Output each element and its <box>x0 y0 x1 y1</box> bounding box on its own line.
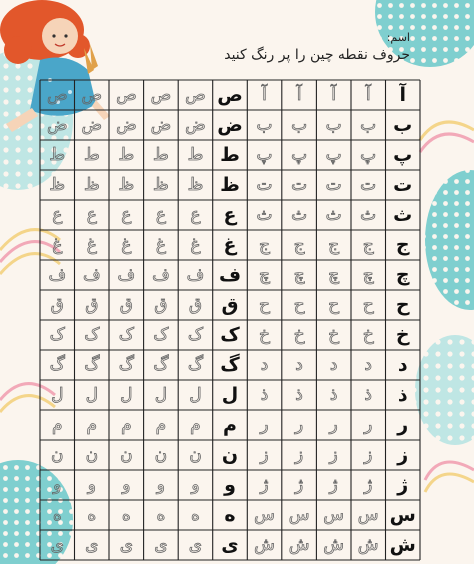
tracing-letter[interactable]: ث <box>325 204 342 225</box>
tracing-letter[interactable]: ع <box>52 204 63 225</box>
model-letter: ش <box>389 533 416 556</box>
tracing-letter[interactable]: ص <box>185 84 206 105</box>
tracing-letter[interactable]: ن <box>85 444 99 465</box>
model-letter: چ <box>395 263 410 286</box>
tracing-letter[interactable]: ث <box>360 204 377 225</box>
model-letter: ت <box>393 173 413 196</box>
tracing-letter[interactable]: س <box>288 504 310 525</box>
tracing-letter[interactable]: ف <box>82 264 101 285</box>
tracing-letter[interactable]: ت <box>291 174 308 195</box>
model-letter: آ <box>399 83 406 106</box>
tracing-letter[interactable]: ک <box>118 324 134 345</box>
tracing-letter[interactable]: غ <box>155 234 166 255</box>
tracing-letter[interactable]: ع <box>190 204 201 225</box>
tracing-letter[interactable]: آ <box>296 84 302 105</box>
tracing-letter[interactable]: ی <box>50 534 64 555</box>
tracing-letter[interactable]: ب <box>256 114 273 135</box>
tracing-letter[interactable]: ص <box>150 84 172 105</box>
tracing-letter[interactable]: ق <box>154 294 168 315</box>
model-letter: ص <box>217 83 243 106</box>
tracing-letter[interactable]: گ <box>84 354 100 375</box>
model-letter: ن <box>221 443 239 466</box>
tracing-letter[interactable]: د <box>329 354 338 375</box>
tracing-letter[interactable]: ک <box>153 324 169 345</box>
tracing-letter[interactable]: ح <box>328 294 340 315</box>
tracing-letter[interactable]: ح <box>293 294 305 315</box>
model-letter: و <box>224 473 236 496</box>
tracing-letter[interactable]: خ <box>362 324 374 345</box>
model-letter: ل <box>221 383 239 406</box>
tracing-letter[interactable]: ذ <box>329 384 338 405</box>
tracing-letter[interactable]: چ <box>293 264 305 285</box>
tracing-letter[interactable]: س <box>323 504 345 525</box>
tracing-letter[interactable]: م <box>52 414 63 435</box>
tracing-letter[interactable]: ز <box>364 444 373 465</box>
model-letter: س <box>389 503 416 526</box>
tracing-letter[interactable]: خ <box>293 324 305 345</box>
tracing-letter[interactable]: ت <box>360 174 377 195</box>
model-letter: پ <box>393 143 413 166</box>
model-letter: ز <box>397 443 409 466</box>
tracing-letter[interactable]: آ <box>365 84 371 105</box>
tracing-letter[interactable]: ز <box>329 444 338 465</box>
tracing-letter[interactable]: آ <box>331 84 336 105</box>
tracing-letter[interactable]: ج <box>328 234 340 255</box>
tracing-letter[interactable]: د <box>295 354 303 375</box>
tracing-letter[interactable]: ق <box>85 294 99 315</box>
tracing-letter[interactable]: ظ <box>153 174 169 195</box>
model-letter: م <box>223 413 237 436</box>
tracing-letter[interactable]: د <box>260 354 269 375</box>
tracing-letter[interactable]: ض <box>185 114 206 135</box>
tracing-letter[interactable]: ج <box>259 234 271 255</box>
tracing-letter[interactable]: ب <box>291 114 308 135</box>
tracing-letter[interactable]: ط <box>118 144 135 165</box>
tracing-letter[interactable]: ه <box>52 504 62 525</box>
tracing-letter[interactable]: ب <box>360 114 377 135</box>
tracing-letter[interactable]: چ <box>328 264 340 285</box>
tracing-letter[interactable]: ش <box>254 534 275 555</box>
model-letter: ف <box>218 263 242 286</box>
tracing-letter[interactable]: ف <box>186 264 205 285</box>
tracing-letter[interactable]: ک <box>84 324 100 345</box>
tracing-letter[interactable]: و <box>53 474 62 495</box>
tracing-letter[interactable]: و <box>191 474 200 495</box>
tracing-letter[interactable]: چ <box>362 264 374 285</box>
tracing-letter[interactable]: ع <box>121 204 132 225</box>
model-letter: ق <box>221 293 239 316</box>
tracing-letter[interactable]: ط <box>83 144 100 165</box>
model-letter: خ <box>395 323 410 346</box>
tracing-letter[interactable]: گ <box>49 354 65 375</box>
tracing-letter[interactable]: پ <box>360 144 377 165</box>
tracing-letter[interactable]: ف <box>152 264 170 285</box>
tracing-letter[interactable]: غ <box>86 234 97 255</box>
tracing-letter[interactable]: گ <box>187 354 204 375</box>
tracing-letter[interactable]: ت <box>325 174 342 195</box>
model-letter: ذ <box>397 383 408 406</box>
tracing-letter[interactable]: ف <box>48 264 67 285</box>
tracing-letter[interactable]: م <box>86 414 98 435</box>
tracing-letter[interactable]: ث <box>256 204 273 225</box>
tracing-letter[interactable]: ه <box>156 504 166 525</box>
tracing-letter[interactable]: ن <box>51 444 64 465</box>
tracing-letter[interactable]: خ <box>328 324 340 345</box>
tracing-letter[interactable]: ح <box>259 294 271 315</box>
tracing-letter[interactable]: ع <box>155 204 166 225</box>
tracing-letter[interactable]: ژ <box>364 474 373 495</box>
tracing-letter[interactable]: ز <box>260 444 269 465</box>
tracing-letter[interactable]: م <box>190 414 201 435</box>
tracing-letter[interactable]: ش <box>357 534 379 555</box>
tracing-letter[interactable]: ص <box>81 84 103 105</box>
tracing-letter[interactable]: س <box>254 504 275 525</box>
tracing-letter[interactable]: ل <box>51 384 64 405</box>
tracing-letter[interactable]: ض <box>81 114 103 135</box>
tracing-letter[interactable]: ه <box>121 504 131 525</box>
tracing-letter[interactable]: پ <box>256 144 273 165</box>
tracing-letter[interactable]: غ <box>190 234 201 255</box>
tracing-letter[interactable]: ی <box>85 534 99 555</box>
tracing-letter[interactable]: گ <box>118 354 134 375</box>
tracing-letter[interactable]: غ <box>121 234 132 255</box>
tracing-letter[interactable]: ذ <box>295 384 303 405</box>
tracing-letter[interactable]: م <box>121 414 132 435</box>
tracing-letter[interactable]: ر <box>329 414 338 435</box>
tracing-letter[interactable]: ص <box>46 84 68 105</box>
tracing-letter[interactable]: ن <box>120 444 133 465</box>
tracing-letter[interactable]: ل <box>85 384 98 405</box>
tracing-letter[interactable]: ر <box>294 414 304 435</box>
tracing-letter[interactable]: ل <box>154 384 168 405</box>
model-letter: ب <box>393 113 413 136</box>
tracing-letter[interactable]: ق <box>188 294 203 315</box>
tracing-letter[interactable]: و <box>87 474 96 495</box>
tracing-letter[interactable]: ی <box>119 534 133 555</box>
polka-dot-blob <box>425 170 474 310</box>
tracing-letter[interactable]: آ <box>262 84 267 105</box>
tracing-letter[interactable]: ه <box>190 504 200 525</box>
tracing-letter[interactable]: پ <box>291 144 308 165</box>
tracing-letter[interactable]: ر <box>364 414 373 435</box>
tracing-letter[interactable]: ش <box>288 534 310 555</box>
tracing-letter[interactable]: خ <box>259 324 271 345</box>
tracing-letter[interactable]: م <box>155 414 167 435</box>
model-letter: ع <box>223 203 237 226</box>
tracing-letter[interactable]: ض <box>116 114 137 135</box>
tracing-letter[interactable]: ج <box>362 234 374 255</box>
tracing-letter[interactable]: ظ <box>118 174 135 195</box>
tracing-letter[interactable]: ق <box>119 294 133 315</box>
tracing-letter[interactable]: ت <box>256 174 273 195</box>
tracing-letter[interactable]: ط <box>49 144 66 165</box>
tracing-letter[interactable]: ذ <box>260 384 269 405</box>
tracing-letter[interactable]: ش <box>323 534 345 555</box>
tracing-letter[interactable]: ذ <box>364 384 372 405</box>
tracing-letter[interactable]: ط <box>153 144 169 165</box>
model-letter: ض <box>217 113 243 136</box>
model-letter: ح <box>395 293 410 316</box>
tracing-letter[interactable]: گ <box>153 354 169 375</box>
tracing-letter[interactable]: ر <box>260 414 269 435</box>
tracing-letter[interactable]: غ <box>52 234 63 255</box>
tracing-letter[interactable]: ژ <box>329 474 338 495</box>
tracing-letter[interactable]: د <box>364 354 372 375</box>
tracing-letter[interactable]: ک <box>187 324 204 345</box>
tracing-letter[interactable]: ج <box>293 234 305 255</box>
tracing-letter[interactable]: ص <box>116 84 137 105</box>
tracing-letter[interactable]: ن <box>154 444 168 465</box>
tracing-letter[interactable]: ل <box>120 384 133 405</box>
tracing-letter[interactable]: ظ <box>83 174 100 195</box>
model-letter: غ <box>223 233 237 256</box>
model-letter: ی <box>221 533 239 556</box>
tracing-letter[interactable]: ن <box>189 444 202 465</box>
model-letter: گ <box>220 353 240 376</box>
tracing-letter[interactable]: س <box>357 504 379 525</box>
worksheet-header <box>224 31 410 64</box>
tracing-letter[interactable]: ع <box>86 204 97 225</box>
tracing-letter[interactable]: ظ <box>49 174 66 195</box>
model-letter: ژ <box>397 473 409 496</box>
tracing-letter[interactable]: ژ <box>294 474 304 495</box>
model-letter: د <box>397 353 408 376</box>
tracing-letter[interactable]: ف <box>117 264 136 285</box>
model-letter: ر <box>397 413 409 436</box>
tracing-letter[interactable]: ث <box>291 204 308 225</box>
tracing-letter[interactable]: ی <box>188 534 203 555</box>
tracing-letter[interactable]: و <box>156 474 165 495</box>
tracing-letter[interactable]: ی <box>154 534 168 555</box>
model-letter: ک <box>220 323 240 346</box>
model-letter: ج <box>395 233 410 256</box>
tracing-letter[interactable]: ق <box>50 294 64 315</box>
letter-tracing-grid <box>40 80 420 560</box>
model-letter: ظ <box>220 173 240 196</box>
polka-dot-blob <box>415 335 474 445</box>
tracing-letter[interactable]: ز <box>294 444 304 465</box>
tracing-letter[interactable]: پ <box>325 144 342 165</box>
tracing-letter[interactable]: ط <box>187 144 204 165</box>
model-letter: ث <box>393 203 413 226</box>
tracing-letter[interactable]: و <box>122 474 131 495</box>
tracing-letter[interactable]: چ <box>259 264 271 285</box>
tracing-letter[interactable]: ض <box>150 114 172 135</box>
tracing-letter[interactable]: ظ <box>187 174 204 195</box>
tracing-letter[interactable]: ه <box>87 504 97 525</box>
tracing-letter[interactable]: ب <box>325 114 342 135</box>
tracing-letter[interactable]: ژ <box>260 474 269 495</box>
tracing-letter[interactable]: ح <box>362 294 374 315</box>
model-letter: ط <box>220 143 240 166</box>
worksheet-instructions: حروف نقطه چین را پر رنگ کنید <box>224 47 410 63</box>
name-label: اسم: <box>386 31 410 44</box>
model-letter: ه <box>224 503 236 526</box>
tracing-letter[interactable]: ک <box>49 324 65 345</box>
tracing-letter[interactable]: ض <box>46 114 68 135</box>
tracing-letter[interactable]: ل <box>189 384 202 405</box>
